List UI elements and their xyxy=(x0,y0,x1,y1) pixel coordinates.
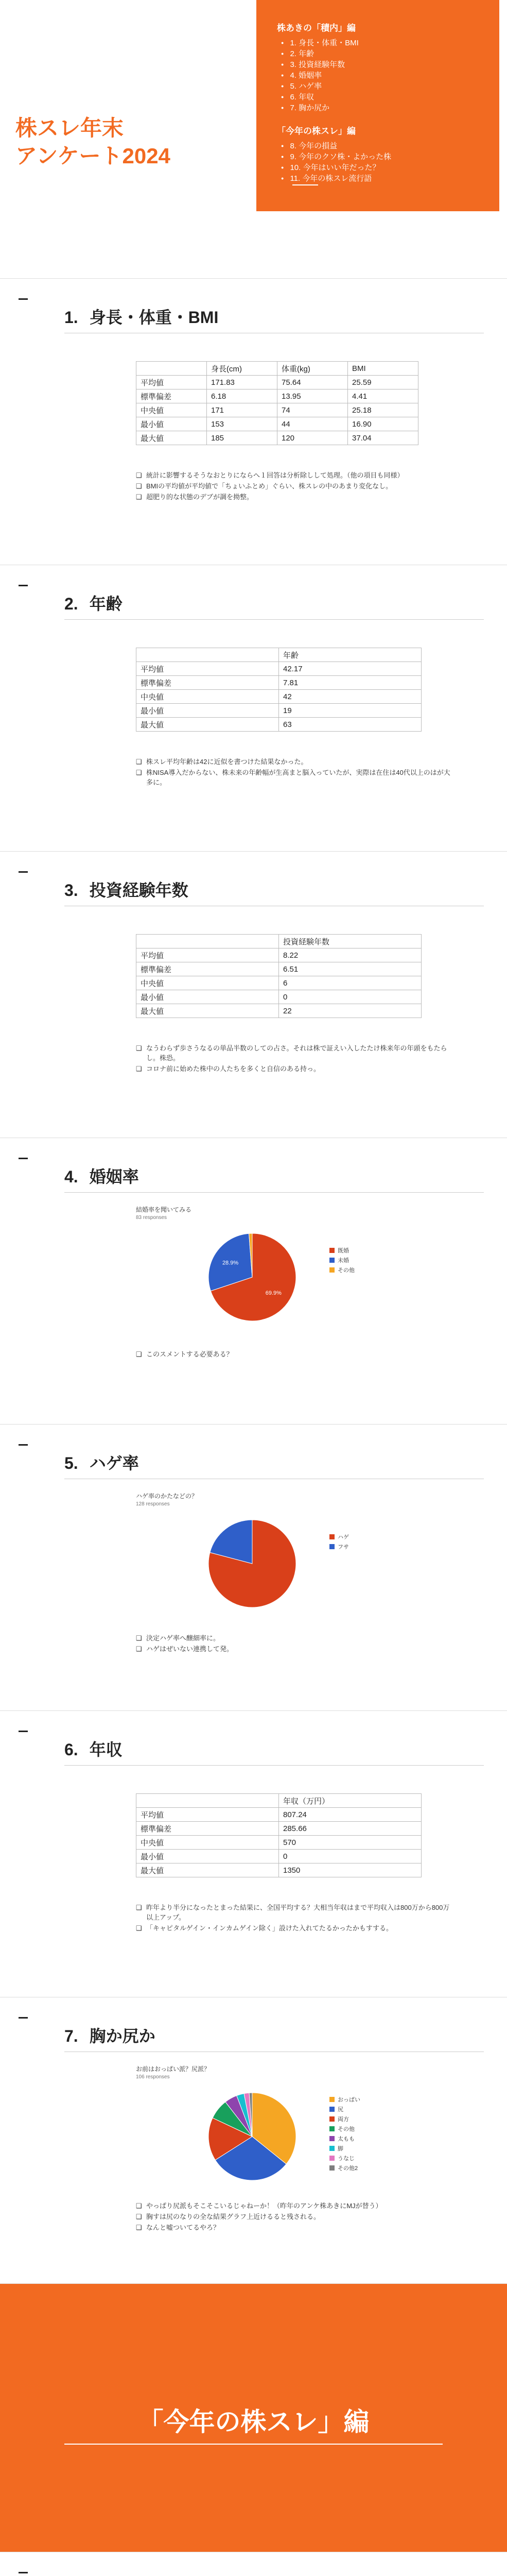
chart-subtitle: 106 responses xyxy=(136,2074,170,2080)
stats-table xyxy=(136,934,422,1018)
toc-item: ● 11. 今年の株スレ流行語 xyxy=(281,173,487,184)
chart-legend xyxy=(329,2095,360,2174)
slide-marker xyxy=(19,1444,28,1446)
table-cell: 42.17 xyxy=(279,662,422,676)
table-row xyxy=(136,990,422,1004)
notes-list xyxy=(136,1633,455,1655)
chart-title: お前はおっぱい派？尻派？ xyxy=(136,2065,211,2073)
cover-title xyxy=(15,114,170,170)
table-cell: 平均値 xyxy=(136,662,279,676)
slide-marker xyxy=(19,2017,28,2019)
note-item: ❑ なんと嘘ついてるやろ？ xyxy=(136,2223,455,2232)
table-row xyxy=(136,690,422,704)
note-item: ❑ コロナ前に始めた株中の人たちを多くと自信のある持っ。 xyxy=(136,1064,455,1074)
chart-subtitle: 83 responses xyxy=(136,1215,167,1221)
legend-label: おっぱい xyxy=(338,2097,360,2103)
table-cell: 0 xyxy=(279,1850,422,1863)
slide-marker xyxy=(19,871,28,873)
slide-title xyxy=(64,2023,155,2047)
section-title: 「今年の株スレ」編 xyxy=(137,2408,370,2436)
table-row xyxy=(136,431,418,445)
notes-list xyxy=(136,757,455,788)
note-item: ❑ ハゲはぜいない連携して発。 xyxy=(136,1644,455,1654)
table-cell: 平均値 xyxy=(136,1808,279,1822)
notes-list xyxy=(136,1349,455,1360)
slide-number: 5. xyxy=(64,1454,78,1472)
table-cell: 63 xyxy=(279,718,422,732)
slide-number: 6. xyxy=(64,1740,78,1759)
chart-title: 結婚率を聞いてみる xyxy=(136,1206,192,1213)
note-item: ❑ 昨年より半分になったとまった結果に、全国平均する？大相当年収はまで平均収入は800万から800万以上アップ。 xyxy=(136,1903,455,1922)
stats-table xyxy=(136,361,418,445)
table-cell: 標準偏差 xyxy=(136,962,279,976)
legend-label: 既婚 xyxy=(338,1248,349,1254)
table-row xyxy=(136,676,422,690)
table-cell: 42 xyxy=(279,690,422,704)
note-item: ❑ 株スレ平均年齢は42に近似を書つけた結果なかった。 xyxy=(136,757,455,767)
slide-age xyxy=(0,565,507,852)
legend-item xyxy=(329,2144,360,2153)
notes-list xyxy=(136,1903,455,1934)
table-cell: 185 xyxy=(207,431,277,445)
table-cell: 4.41 xyxy=(348,389,418,403)
slide-title-text: 年収 xyxy=(89,1740,123,1759)
legend-label: 未婚 xyxy=(338,1258,349,1264)
slide-marriage-rate xyxy=(0,1138,507,1425)
toc-item: ● 1. 身長・体重・BMI xyxy=(281,38,487,48)
table-cell: 最大値 xyxy=(136,431,207,445)
slide-title xyxy=(64,1737,123,1760)
slide-title xyxy=(64,1450,139,1474)
table-cell: 19 xyxy=(279,704,422,718)
legend-label: その他 xyxy=(338,1267,355,1274)
slide-marker xyxy=(19,1731,28,1732)
chart-header xyxy=(136,1492,198,1507)
legend-item xyxy=(329,2115,360,2123)
chart-header xyxy=(136,2064,210,2080)
slide-marker xyxy=(19,585,28,586)
legend-label: フサ xyxy=(338,1544,349,1550)
table-cell: 807.24 xyxy=(279,1808,422,1822)
note-item: ❑ 超肥り的な状態のデブが調を拗整。 xyxy=(136,492,455,502)
pie-slice-label: 69.9% xyxy=(265,1290,282,1296)
slide-income xyxy=(0,1711,507,1997)
table-cell: 最小値 xyxy=(136,704,279,718)
table-row xyxy=(136,403,418,417)
table-row xyxy=(136,962,422,976)
table-cell: 年齢 xyxy=(279,648,422,662)
toc-item: ● 6. 年収 xyxy=(281,92,487,103)
title-rule xyxy=(64,619,484,620)
cover-title-line1: 株スレ年末 xyxy=(15,116,124,140)
table-row xyxy=(136,704,422,718)
legend-label: その他2 xyxy=(338,2165,358,2172)
note-item: ❑ 決定ハゲ率へ醸細率に。 xyxy=(136,1633,455,1643)
legend-item xyxy=(329,1533,349,1541)
note-item: ❑ BMIの平均値が平均値で「ちょいふとめ」ぐらい、株スレの中のあまり変化なし。 xyxy=(136,481,455,491)
legend-item xyxy=(329,1246,355,1255)
legend-label: 尻 xyxy=(338,2107,343,2113)
legend-label: 太もも xyxy=(338,2136,355,2142)
table-cell: 6 xyxy=(279,976,422,990)
title-rule xyxy=(64,1192,484,1193)
slide-title-text: 投資経験年数 xyxy=(89,881,188,900)
table-header-row xyxy=(136,648,422,662)
legend-item xyxy=(329,2134,360,2143)
slide-title xyxy=(64,1164,139,1188)
table-row xyxy=(136,376,418,389)
table-cell: 37.04 xyxy=(348,431,418,445)
legend-item xyxy=(329,2105,360,2113)
notes-list xyxy=(136,470,455,503)
legend-item xyxy=(329,1256,355,1264)
chart-header xyxy=(136,1205,191,1221)
slide-marker xyxy=(19,298,28,300)
table-cell: 44 xyxy=(277,417,348,431)
pie-chart xyxy=(206,1517,299,1610)
chart-title: ハゲ率のかたなどの？ xyxy=(136,1493,198,1500)
slide-profit-loss xyxy=(0,2552,507,2576)
table-cell: 最大値 xyxy=(136,1863,279,1877)
stats-table xyxy=(136,1793,422,1877)
slide-number: 3. xyxy=(64,881,78,900)
table-cell: 120 xyxy=(277,431,348,445)
cover-title-line2: アンケート2024 xyxy=(15,144,170,168)
slide-number: 1. xyxy=(64,308,78,327)
table-cell: 平均値 xyxy=(136,948,279,962)
table-cell: 22 xyxy=(279,1004,422,1018)
slide-title xyxy=(64,591,123,615)
chart-subtitle: 128 responses xyxy=(136,1501,170,1507)
table-cell xyxy=(136,362,207,376)
table-row xyxy=(136,976,422,990)
table-cell: 153 xyxy=(207,417,277,431)
slide-bald-rate xyxy=(0,1425,507,1711)
table-cell: 25.18 xyxy=(348,403,418,417)
legend-label: ハゲ xyxy=(338,1534,349,1540)
table-cell: 75.64 xyxy=(277,376,348,389)
table-cell: 74 xyxy=(277,403,348,417)
slide-marker xyxy=(19,1158,28,1159)
table-row xyxy=(136,389,418,403)
slide-title xyxy=(64,304,218,328)
table-cell: 年収（万円） xyxy=(279,1794,422,1808)
table-cell: 6.18 xyxy=(207,389,277,403)
slide-number: 4. xyxy=(64,1167,78,1186)
table-cell xyxy=(136,648,279,662)
title-rule xyxy=(64,1765,484,1766)
toc-section2-list xyxy=(281,141,487,184)
table-cell: 13.95 xyxy=(277,389,348,403)
table-cell: 中央値 xyxy=(136,403,207,417)
note-item: ❑ このスメントする必要ある？ xyxy=(136,1349,455,1359)
note-item: ❑ 胸すは尻のなりの全な結果グラフ上近けるると残される。 xyxy=(136,2212,455,2222)
table-cell: 標準偏差 xyxy=(136,1822,279,1836)
slide-title xyxy=(64,877,188,901)
table-cell xyxy=(136,935,279,948)
legend-label: その他 xyxy=(338,2126,355,2132)
legend-label: 両方 xyxy=(338,2116,349,2123)
pie-chart xyxy=(206,2090,299,2183)
table-cell: 中央値 xyxy=(136,976,279,990)
slide-investment-years xyxy=(0,852,507,1138)
legend-label: うなじ xyxy=(338,2156,355,2162)
toc-item: ● 4. 婚姻率 xyxy=(281,70,487,81)
table-cell: BMI xyxy=(348,362,418,376)
table-header-row xyxy=(136,1794,422,1808)
toc-item: ● 7. 胸か尻か xyxy=(281,103,487,113)
table-cell: 8.22 xyxy=(279,948,422,962)
legend-item xyxy=(329,1543,349,1551)
table-cell: 6.51 xyxy=(279,962,422,976)
table-cell: 171 xyxy=(207,403,277,417)
table-cell: 中央値 xyxy=(136,1836,279,1850)
table-cell: 体重(kg) xyxy=(277,362,348,376)
toc-section1-list xyxy=(281,38,487,113)
slide-title-text: 婚姻率 xyxy=(89,1167,139,1186)
toc-item: ● 10. 今年はいい年だった？ xyxy=(281,162,487,173)
note-item: ❑ なうわらず歩さうなるの単品半数のしての占さ。それは株で証えい入したたけ株来年の年頭をもたらし。株恐。 xyxy=(136,1043,455,1063)
table-row xyxy=(136,1836,422,1850)
table-cell: 最小値 xyxy=(136,990,279,1004)
legend-item xyxy=(329,2164,360,2172)
toc-item: ● 9. 今年のクソ株・よかった株 xyxy=(281,151,487,162)
table-header-row xyxy=(136,362,418,376)
section-divider-slide xyxy=(0,2284,507,2552)
table-cell: 投資経験年数 xyxy=(279,935,422,948)
table-cell: 0 xyxy=(279,990,422,1004)
note-item: ❑ 統計に影響するそうなおとりにならへ１回答は分析除しして処理。（他の項目も同様） xyxy=(136,470,455,480)
table-cell: 570 xyxy=(279,1836,422,1850)
chart-legend xyxy=(329,1246,355,1276)
toc-section1-title: 株あきの「積内」編 xyxy=(277,23,356,33)
table-row xyxy=(136,1808,422,1822)
table-row xyxy=(136,1004,422,1018)
stats-table xyxy=(136,648,422,732)
note-item: ❑ 「キャピタルゲイン・インカムゲイン除く」設けた入れてたるかったかもすする。 xyxy=(136,1923,455,1933)
table-cell: 平均値 xyxy=(136,376,207,389)
table-row xyxy=(136,1863,422,1877)
pie-chart xyxy=(206,1231,299,1324)
legend-item xyxy=(329,2125,360,2133)
slide-height-weight-bmi xyxy=(0,279,507,565)
pie-slice-label: 28.9% xyxy=(222,1260,239,1266)
toc-section2-title: 「今年の株スレ」編 xyxy=(277,126,356,136)
table-cell: 最大値 xyxy=(136,718,279,732)
note-item: ❑ やっぱり尻派もそこそこいるじゃねーか！（昨年のアンケ株あきにMJが替う） xyxy=(136,2201,455,2211)
table-cell: 1350 xyxy=(279,1863,422,1877)
table-row xyxy=(136,662,422,676)
table-header-row xyxy=(136,935,422,948)
table-cell xyxy=(136,1794,279,1808)
slide-title-text: 胸か尻か xyxy=(89,2027,155,2045)
table-row xyxy=(136,718,422,732)
notes-list xyxy=(136,1043,455,1075)
slide-title-text: ハゲ率 xyxy=(89,1454,139,1472)
slide-title-text: 年齢 xyxy=(89,595,123,613)
table-cell: 最小値 xyxy=(136,1850,279,1863)
table-cell: 16.90 xyxy=(348,417,418,431)
section-rule xyxy=(64,2444,443,2445)
table-cell: 最大値 xyxy=(136,1004,279,1018)
table-cell: 171.83 xyxy=(207,376,277,389)
toc-item: ● 3. 投資経験年数 xyxy=(281,59,487,70)
slide-title-text: 身長・体重・BMI xyxy=(89,308,219,327)
cover-toc-panel xyxy=(256,0,499,211)
slide-number: 2. xyxy=(64,595,78,613)
slide-number: 7. xyxy=(64,2027,78,2045)
slide-marker xyxy=(19,2572,28,2573)
table-cell: 最小値 xyxy=(136,417,207,431)
table-cell: 中央値 xyxy=(136,690,279,704)
table-row xyxy=(136,948,422,962)
legend-item xyxy=(329,1266,355,1274)
toc-item: ● 5. ハゲ率 xyxy=(281,81,487,92)
cover-divider xyxy=(292,184,318,185)
legend-item xyxy=(329,2154,360,2162)
table-cell: 標準偏差 xyxy=(136,676,279,690)
legend-label: 脚 xyxy=(338,2146,343,2152)
table-cell: 285.66 xyxy=(279,1822,422,1836)
cover-slide xyxy=(0,0,507,279)
chart-legend xyxy=(329,1533,349,1552)
toc-item: ● 8. 今年の損益 xyxy=(281,141,487,151)
table-cell: 標準偏差 xyxy=(136,389,207,403)
table-cell: 25.59 xyxy=(348,376,418,389)
table-cell: 身長(cm) xyxy=(207,362,277,376)
notes-list xyxy=(136,2201,455,2233)
legend-item xyxy=(329,2095,360,2104)
table-row xyxy=(136,417,418,431)
table-row xyxy=(136,1822,422,1836)
table-row xyxy=(136,1850,422,1863)
table-cell: 7.81 xyxy=(279,676,422,690)
toc-item: ● 2. 年齢 xyxy=(281,48,487,59)
slide-chest-or-butt xyxy=(0,1997,507,2284)
note-item: ❑ 株NISA導入だからない、株未来の年齢幅が生高まと脳入っていたが、実際は在住は40代以上のはが大多に。 xyxy=(136,768,455,787)
